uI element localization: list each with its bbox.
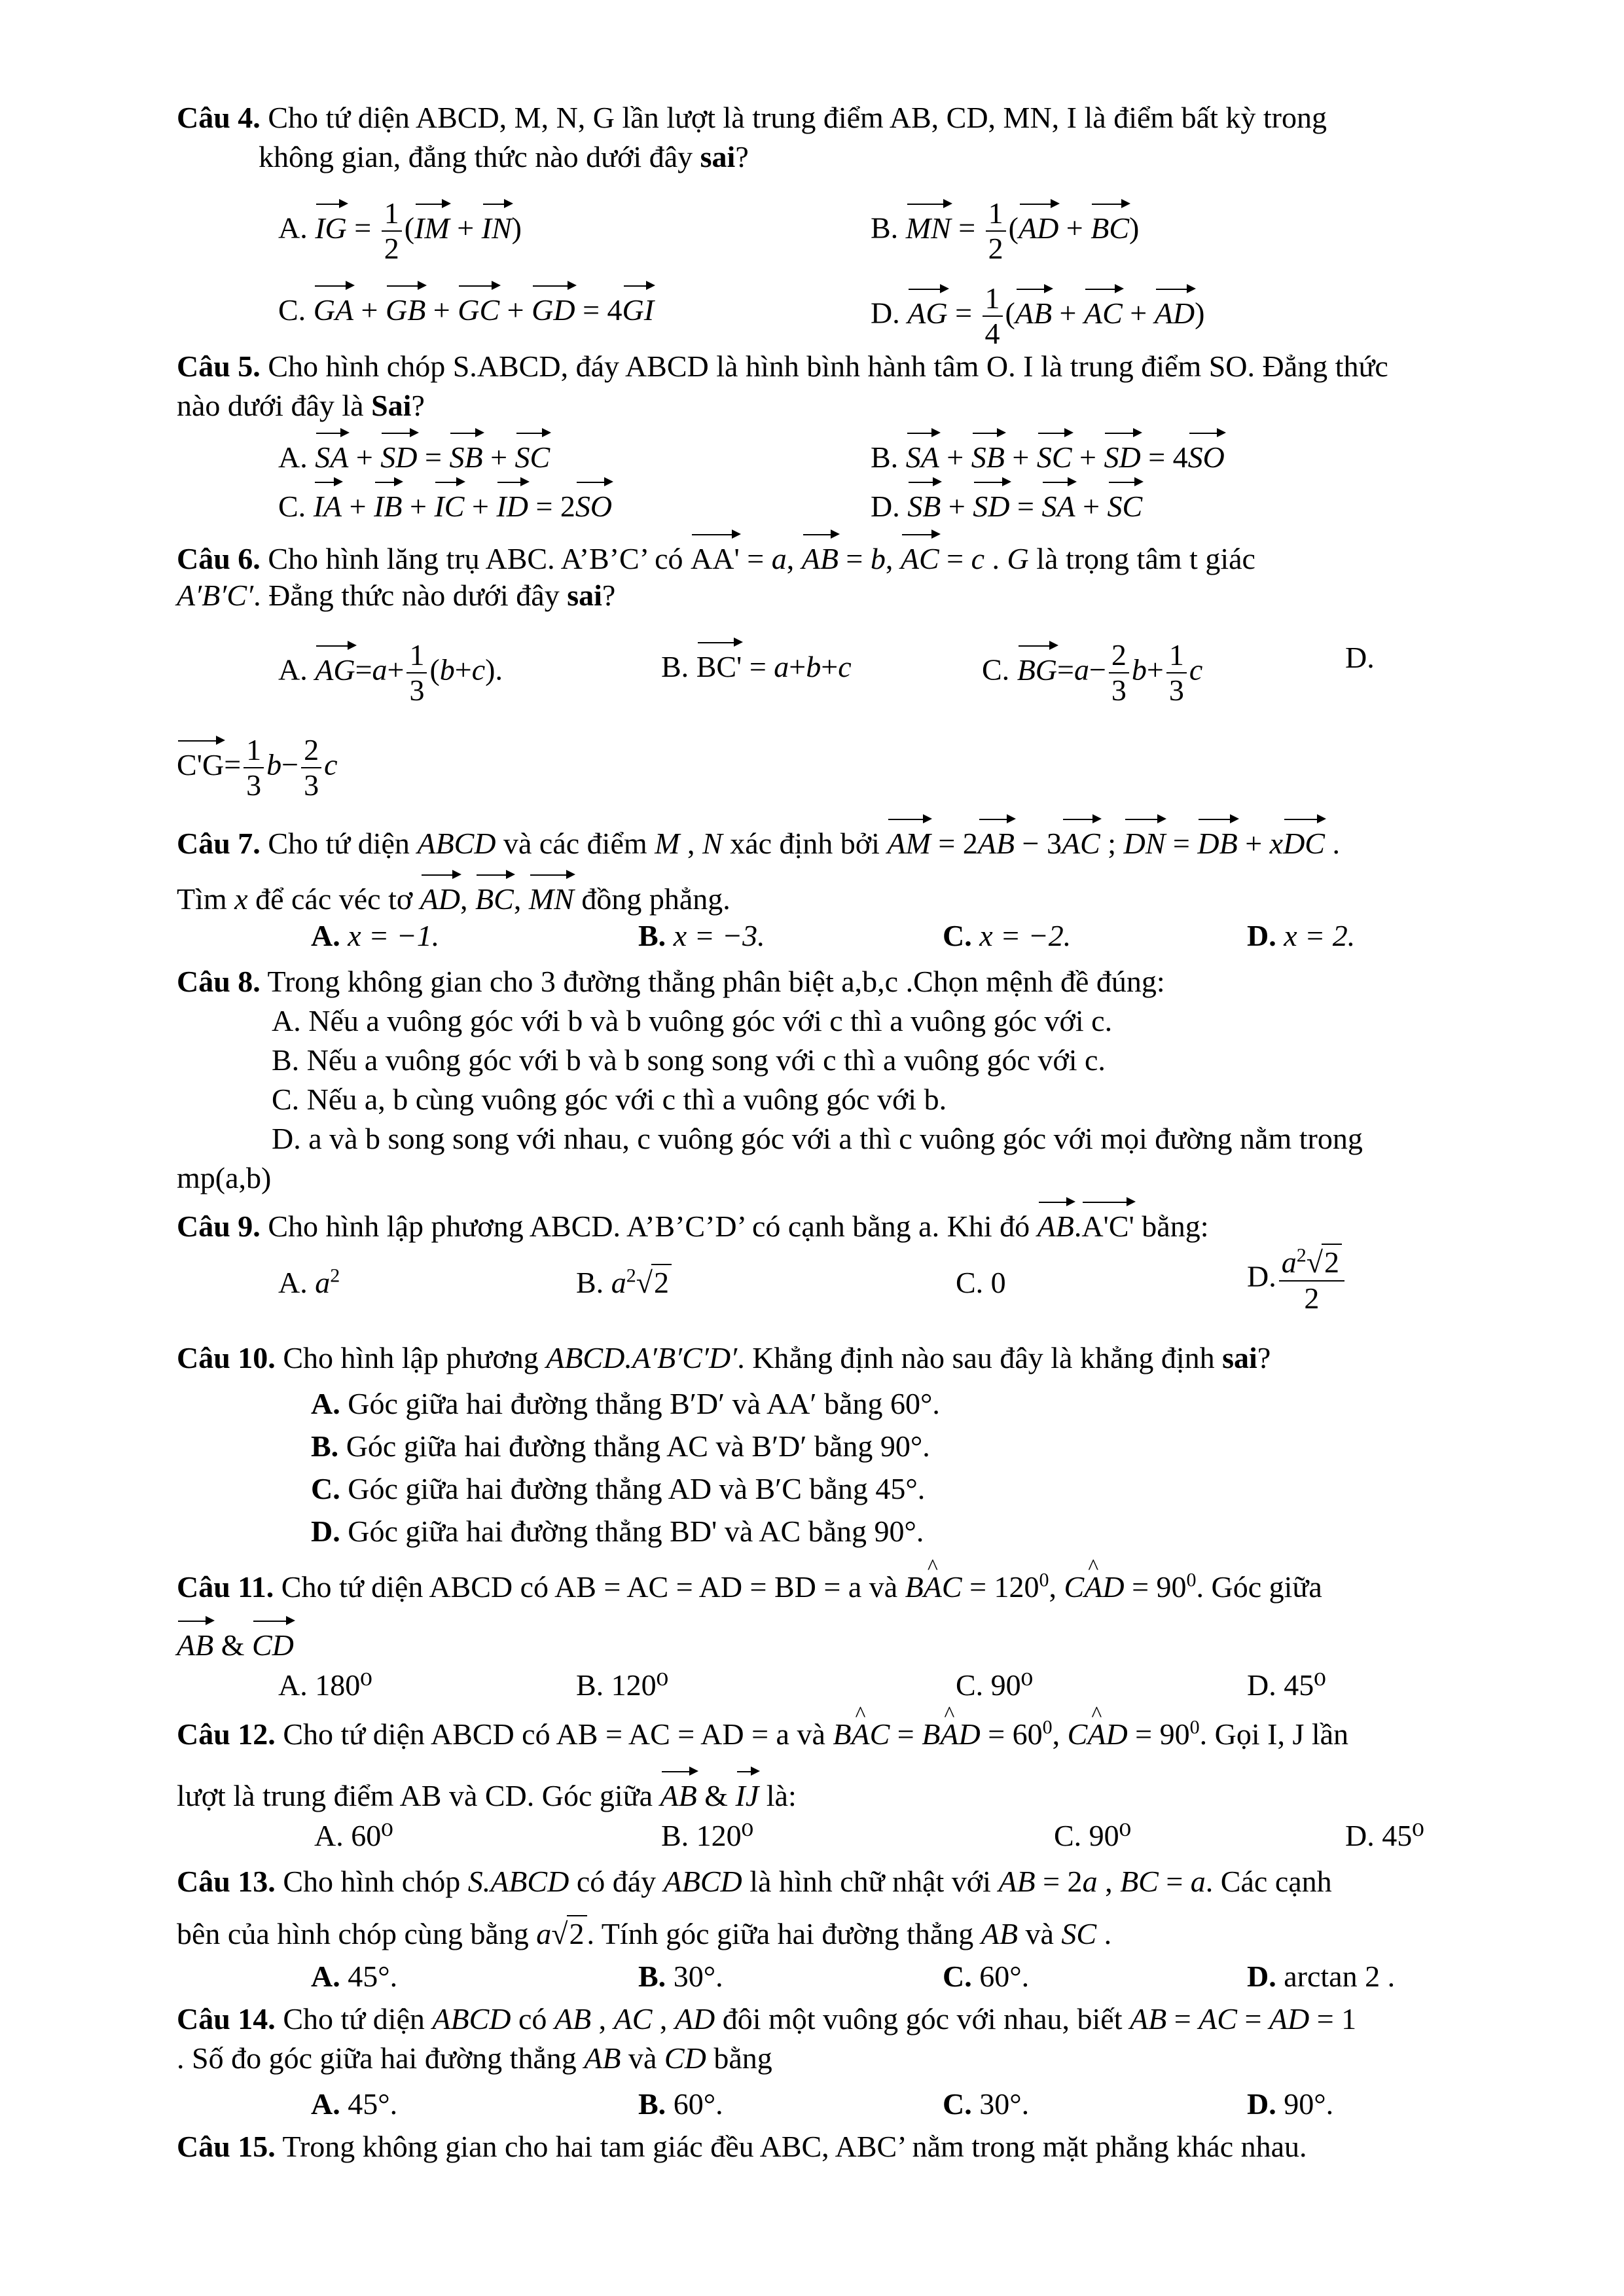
q13-option-c: C. 60°. xyxy=(943,1960,1030,1993)
q6-text1b: là trọng tâm t giác xyxy=(1028,542,1255,575)
q4-option-a: A. IG = $\frac{1}{2}$ (IM + IN) xyxy=(278,196,522,265)
q11-label: Câu 11. xyxy=(177,1570,274,1604)
q8-option-b: B. Nếu a vuông góc với b và b song song với c thì a vuông góc với c. xyxy=(272,1043,1106,1077)
q12-text2: . Gọi I, J lần xyxy=(1199,1717,1349,1751)
q13-d-value: arctan 2 . xyxy=(1284,1960,1396,1993)
q10-c-text: Góc giữa hai đường thẳng AD và B′C bằng 45°. xyxy=(340,1472,926,1505)
q12-option-d: D. 45⁰ xyxy=(1345,1819,1424,1852)
q8-text: Trong không gian cho 3 đường thẳng phân biệt a,b,c .Chọn mệnh đề đúng: xyxy=(267,965,1165,998)
q4-text2: không gian, đẳng thức nào dưới đây xyxy=(259,140,700,173)
q4-option-c: C. GA + GB + GC + GD = 4GI xyxy=(278,281,654,330)
q5-text1: Cho hình chóp S.ABCD, đáy ABCD là hình bình hành tâm O. I là trung điểm SO. Đẳng thức xyxy=(268,350,1388,383)
q7-text2a: Tìm xyxy=(177,882,235,916)
q9-option-c: C. 0 xyxy=(956,1266,1006,1299)
q11-option-d: D. 45⁰ xyxy=(1247,1668,1326,1702)
q13-text1d: . Các cạnh xyxy=(1205,1865,1332,1898)
q5-qmark: ? xyxy=(411,389,425,422)
q13-option-b: B. 30°. xyxy=(638,1960,723,1993)
q9-text1: Cho hình lập phương ABCD. A’B’C’D’ có cạnh bằng a. Khi đó xyxy=(268,1210,1038,1243)
q13-text2c: và xyxy=(1018,1917,1062,1950)
q13-text1a: Cho hình chóp xyxy=(283,1865,468,1898)
q13-label: Câu 13. xyxy=(177,1865,276,1898)
q11-option-c: C. 90⁰ xyxy=(956,1668,1034,1702)
q7-d-value: x = 2. xyxy=(1284,919,1356,952)
q13-line2: bên của hình chóp cùng bằng a√2. Tính góc giữa hai đường thẳng AB và SC . xyxy=(177,1914,1512,1954)
q5-option-b: B. SA + SB + SC + SD = 4SO xyxy=(871,429,1225,477)
q15-line1 xyxy=(177,2127,1512,2166)
q10-qmark: ? xyxy=(1257,1341,1271,1374)
q10-line1 xyxy=(177,1338,1512,1378)
q11-text2: . Góc giữa xyxy=(1196,1570,1322,1604)
q14-line1: Câu 14. Cho tứ diện ABCD có AB , AC , AD đôi một vuông góc với nhau, biết AB = AC = AD = 1 xyxy=(177,2002,1357,2036)
q12-text1: Cho tứ diện ABCD có AB = AC = AD = a và xyxy=(283,1717,833,1751)
q14-option-d: D. 90°. xyxy=(1247,2087,1334,2121)
q13-text2a: bên của hình chóp cùng bằng xyxy=(177,1917,537,1950)
q5-option-c: C. IA + IB + IC + ID = 2SO xyxy=(278,478,612,526)
q12-text3: lượt là trung điểm AB và CD. Góc giữa xyxy=(177,1779,660,1812)
q6-option-c: C. BG=a− $\frac{2}{3}$ b+ $\frac{1}{3}$ c xyxy=(982,638,1203,707)
q14-text1a: Cho tứ diện xyxy=(283,2002,433,2036)
q10-option-a: A. Góc giữa hai đường thẳng B′D′ và AA′ bằng 60°. xyxy=(311,1387,940,1420)
q14-text2c: bằng xyxy=(706,2041,772,2075)
q12-line1: Câu 12. Cho tứ diện ABCD có AB = AC = AD = a và B^ AC = B^ AD = $60^0$, C^ AD = $90^0$. Gọi I, J lần xyxy=(177,1715,1512,1754)
q6-option-b: B. BC' = a+b+c xyxy=(661,638,852,687)
q7-line1: Câu 7. Cho tứ diện ABCD và các điểm M , N xác định bởi AM = 2AB − 3AC ; DN = DB + xDC . xyxy=(177,815,1512,863)
q12-line2: lượt là trung điểm AB và CD. Góc giữa AB & IJ là: xyxy=(177,1767,1512,1816)
q12-option-a: A. 60⁰ xyxy=(314,1819,393,1852)
q7-option-b: B. x = −3. xyxy=(638,919,765,952)
q7-a-value: x = −1. xyxy=(348,919,440,952)
q10-text2: . Khẳng định nào sau đây là khẳng định xyxy=(737,1341,1223,1374)
q7-text2c: đồng phẳng. xyxy=(573,882,731,916)
q14-option-b: B. 60°. xyxy=(638,2087,723,2121)
q7-b-value: x = −3. xyxy=(673,919,765,952)
q8-option-d: D. a và b song song với nhau, c vuông góc với a thì c vuông góc với mọi đường nằm trong xyxy=(272,1122,1363,1155)
q14-label: Câu 14. xyxy=(177,2002,276,2036)
q14-option-c: C. 30°. xyxy=(943,2087,1030,2121)
q10-text1: Cho hình lập phương xyxy=(283,1341,547,1374)
q14-a-value: 45°. xyxy=(348,2087,398,2121)
q10-b-text: Góc giữa hai đường thẳng AC và B′D′ bằng 90°. xyxy=(338,1429,930,1463)
q6-text2b: . Đẳng thức nào dưới đây xyxy=(253,579,568,612)
q11-line2: AB & CD xyxy=(177,1617,1512,1665)
q8-option-c: C. Nếu a, b cùng vuông góc với c thì a vuông góc với b. xyxy=(272,1083,947,1116)
q9-text2: bằng: xyxy=(1134,1210,1209,1243)
q6-sai: sai xyxy=(567,579,602,612)
q13-option-a: A. 45°. xyxy=(311,1960,398,1993)
q5-text2: nào dưới đây là xyxy=(177,389,372,422)
q5-line2 xyxy=(177,386,1512,425)
q10-option-b: B. Góc giữa hai đường thẳng AC và B′D′ bằng 90°. xyxy=(311,1429,930,1463)
q7-option-a: A. x = −1. xyxy=(311,919,440,952)
q6-line1: Câu 6. Cho hình lăng trụ ABC. A’B’C’ có AA' = a, AB = b, AC = c . G là trọng tâm t giác xyxy=(177,530,1512,579)
q12-option-b: B. 120⁰ xyxy=(661,1819,754,1852)
q5-label: Câu 5. xyxy=(177,350,261,383)
q5-option-d: D. SB + SD = SA + SC xyxy=(871,478,1142,526)
q7-line2: Tìm x để các véc tơ AD, BC, MN đồng phẳng. xyxy=(177,870,1512,919)
q11-option-b: B. 120⁰ xyxy=(576,1668,669,1702)
q14-text2b: và xyxy=(621,2041,664,2075)
q14-d-value: 90°. xyxy=(1284,2087,1334,2121)
q14-option-a: A. 45°. xyxy=(311,2087,398,2121)
q4-line1 xyxy=(177,98,1512,137)
q8-option-a: A. Nếu a vuông góc với b và b vuông góc với c thì a vuông góc với c. xyxy=(272,1004,1113,1037)
q6-qmark: ? xyxy=(602,579,616,612)
q5-option-a: A. SA + SD = SB + SC xyxy=(278,429,550,477)
q7-text1c: xác định bởi xyxy=(722,827,888,860)
q11-option-a: A. 180⁰ xyxy=(278,1668,372,1702)
q8-label: Câu 8. xyxy=(177,965,261,998)
q4-option-b: B. MN = $\frac{1}{2}$ (AD + BC) xyxy=(871,196,1140,265)
q8-option-d-cont: mp(a,b) xyxy=(177,1161,272,1194)
q10-d-text: Góc giữa hai đường thẳng BD' và AC bằng 90°. xyxy=(340,1515,924,1548)
q10-label: Câu 10. xyxy=(177,1341,276,1374)
q13-option-d: D. arctan 2 . xyxy=(1247,1960,1396,1993)
q15-text: Trong không gian cho hai tam giác đều ABC, ABC’ nằm trong mặt phẳng khác nhau. xyxy=(282,2130,1307,2163)
q4-label: Câu 4. xyxy=(177,101,261,134)
q14-text2a: . Số đo góc giữa hai đường thẳng xyxy=(177,2041,585,2075)
q10-cube: ABCD.A′B′C′D′ xyxy=(546,1341,738,1374)
q4-sai: sai xyxy=(700,140,736,173)
q9-option-d: D. $\frac{a^2√2}{2}$ xyxy=(1247,1244,1347,1316)
q7-option-c: C. x = −2. xyxy=(943,919,1072,952)
q11-line1: Câu 11. Cho tứ diện ABCD có AB = AC = AD = BD = a và B^ AC = $120^0$, C^ AD = $90^0$. Góc giữa xyxy=(177,1568,1512,1607)
q4-option-d: D. AG = $\frac{1}{4}$ (AB + AC + AD) xyxy=(871,281,1205,350)
q13-text1c: là hình chữ nhật với xyxy=(742,1865,999,1898)
q14-text1c: đôi một vuông góc với nhau, biết xyxy=(715,2002,1130,2036)
q9-option-a: A. $a^2$ xyxy=(278,1265,340,1299)
q12-text4: là: xyxy=(759,1779,797,1812)
q13-text1b: có đáy xyxy=(569,1865,664,1898)
q14-b-value: 60°. xyxy=(673,2087,723,2121)
q7-label: Câu 7. xyxy=(177,827,261,860)
q9-option-b: B. $a^2√2$ xyxy=(576,1263,672,1302)
q5-line1 xyxy=(177,347,1512,386)
q6-label: Câu 6. xyxy=(177,542,261,575)
q12-option-c: C. 90⁰ xyxy=(1054,1819,1132,1852)
q9-line1: Câu 9. Cho hình lập phương ABCD. A’B’C’D’ có cạnh bằng a. Khi đó AB.A'C' bằng: xyxy=(177,1198,1512,1246)
q6-line2 xyxy=(177,576,1512,615)
q10-sai: sai xyxy=(1222,1341,1257,1374)
q13-c-value: 60°. xyxy=(979,1960,1030,1993)
q7-c-value: x = −2. xyxy=(979,919,1072,952)
q14-line2: . Số đo góc giữa hai đường thẳng AB và CD bằng xyxy=(177,2041,772,2075)
q4-line2 xyxy=(259,137,749,177)
q6-option-d: C'G= $\frac{1}{3}$ b− $\frac{2}{3}$ c xyxy=(177,733,338,802)
q11-text1: Cho tứ diện ABCD có AB = AC = AD = BD = a và xyxy=(281,1570,905,1604)
q14-c-value: 30°. xyxy=(979,2087,1030,2121)
q15-label: Câu 15. xyxy=(177,2130,276,2163)
q12-label: Câu 12. xyxy=(177,1717,276,1751)
q10-a-text: Góc giữa hai đường thẳng B′D′ và AA′ bằng 60°. xyxy=(340,1387,940,1420)
q10-option-d: D. Góc giữa hai đường thẳng BD' và AC bằng 90°. xyxy=(311,1515,924,1548)
q6-text2a: A′B′C′ xyxy=(177,579,254,612)
q5-sai: Sai xyxy=(371,389,412,422)
q4-text1: Cho tứ diện ABCD, M, N, G lần lượt là trung điểm AB, CD, MN, I là điểm bất kỳ trong xyxy=(268,101,1327,134)
q6-option-a: A. AG=a+ $\frac{1}{3}$ (b+c). xyxy=(278,638,503,707)
q8-line1 xyxy=(177,962,1512,1001)
q7-option-d: D. x = 2. xyxy=(1247,919,1356,952)
q13-a-value: 45°. xyxy=(348,1960,398,1993)
q7-text1a: Cho tứ diện xyxy=(268,827,418,860)
q13-line1: Câu 13. Cho hình chóp S.ABCD có đáy ABCD là hình chữ nhật với AB = 2a , BC = a. Các cạnh xyxy=(177,1865,1332,1898)
q6-option-d-label: D. xyxy=(1345,641,1375,674)
q14-text1b: có xyxy=(511,2002,554,2036)
q6-text1a: Cho hình lăng trụ ABC. A’B’C’ có xyxy=(268,542,691,575)
q9-label: Câu 9. xyxy=(177,1210,261,1243)
q10-option-c: C. Góc giữa hai đường thẳng AD và B′C bằng 45°. xyxy=(311,1472,926,1505)
q13-b-value: 30°. xyxy=(673,1960,723,1993)
q13-text2b: . Tính góc giữa hai đường thẳng xyxy=(586,1917,981,1950)
q7-text2b: để các véc tơ xyxy=(247,882,420,916)
q7-text1b: và các điểm xyxy=(496,827,655,860)
q4-qmark: ? xyxy=(735,140,749,173)
